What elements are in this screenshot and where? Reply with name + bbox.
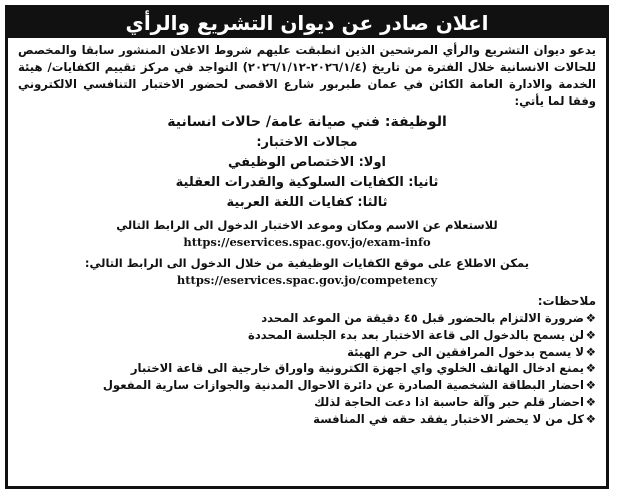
exam-info-link[interactable]: https://eservices.spac.gov.jo/exam-info	[183, 235, 431, 249]
note-item	[18, 360, 596, 377]
bullet-icon: ❖	[585, 311, 596, 325]
note-text: احضار قلم حبر وآلة حاسبة اذا دعت الحاجة لذلك	[314, 394, 584, 409]
intro-line: هيئة الخدمة والادارة العامة الكائن في عمان طبربور شارع الاقصى لحضور الاختبار التنافسي الالكتروني	[18, 60, 596, 91]
note-text: احضار البطاقة الشخصية الصادرة عن دائرة الاحوال المدنية والجوازات سارية المفعول	[102, 378, 584, 393]
note-item	[18, 377, 596, 394]
note-text: كل من لا يحضر الاختبار يفقد حقه في المنافسة	[313, 411, 584, 426]
test-fields-heading: مجالات الاختبار:	[256, 135, 358, 150]
note-text: لن يسمح بالدخول الى قاعة الاختبار بعد بدء الجلسة المحددة	[247, 327, 584, 342]
announcement-title: اعلان صادر عن ديوان التشريع والرأي	[8, 8, 606, 38]
field-item: اولا: الاختصاص الوظيفي	[227, 155, 386, 170]
note-item	[18, 411, 596, 428]
bullet-icon: ❖	[585, 361, 596, 376]
intro-line: يدعو ديوان التشريع والرأي المرشحين الذين انطبقت عليهم شروط الاعلان المنشور سابقا والمخصص	[18, 43, 596, 57]
field-item: ثانيا: الكفايات السلوكية والقدرات العقلية	[175, 175, 439, 190]
bullet-icon: ❖	[585, 344, 596, 359]
note-item	[18, 394, 596, 411]
note-text: لا يسمح بدخول المرافقين الى حرم الهيئة	[347, 344, 584, 359]
announcement-frame	[5, 5, 609, 489]
competency-link[interactable]: https://eservices.spac.gov.jo/competency	[176, 273, 438, 287]
note-text: ضرورة الالتزام بالحضور قبل ٤٥ دقيقة من الموعد المحدد	[261, 311, 584, 325]
announcement-body	[8, 38, 606, 428]
note-item	[18, 327, 596, 344]
bullet-icon: ❖	[585, 394, 596, 409]
note-item	[18, 344, 596, 361]
intro-line: للحالات الانسانية خلال الفترة من تاريخ (٢٠٢٦/١/٤-٢٠٢٦/١/١٢) التواجد في مركز تقييم الكفايات/	[47, 60, 596, 74]
notes-heading: ملاحظات:	[537, 294, 596, 308]
bullet-icon: ❖	[585, 411, 596, 426]
intro-line: وفقا لما يأتي:	[514, 94, 596, 108]
note-item	[18, 310, 596, 327]
job-title: الوظيفة: فني صيانة عامة/ حالات انسانية	[167, 114, 447, 130]
intro-paragraph	[18, 42, 596, 110]
bullet-icon: ❖	[585, 327, 596, 342]
inquiry-text: للاستعلام عن الاسم ومكان وموعد الاختبار الدخول الى الرابط التالي	[116, 218, 498, 232]
field-item: ثالثا: كفايات اللغة العربية	[226, 195, 388, 210]
note-text: يمنع ادخال الهاتف الخلوي واي اجهزة الكترونية واوراق خارجية الى قاعة الاختبار	[130, 361, 584, 376]
bullet-icon: ❖	[585, 378, 596, 393]
notes-list	[18, 310, 596, 428]
competency-text: يمكن الاطلاع على موقع الكفايات الوظيفية من خلال الدخول الى الرابط التالي:	[84, 256, 530, 270]
